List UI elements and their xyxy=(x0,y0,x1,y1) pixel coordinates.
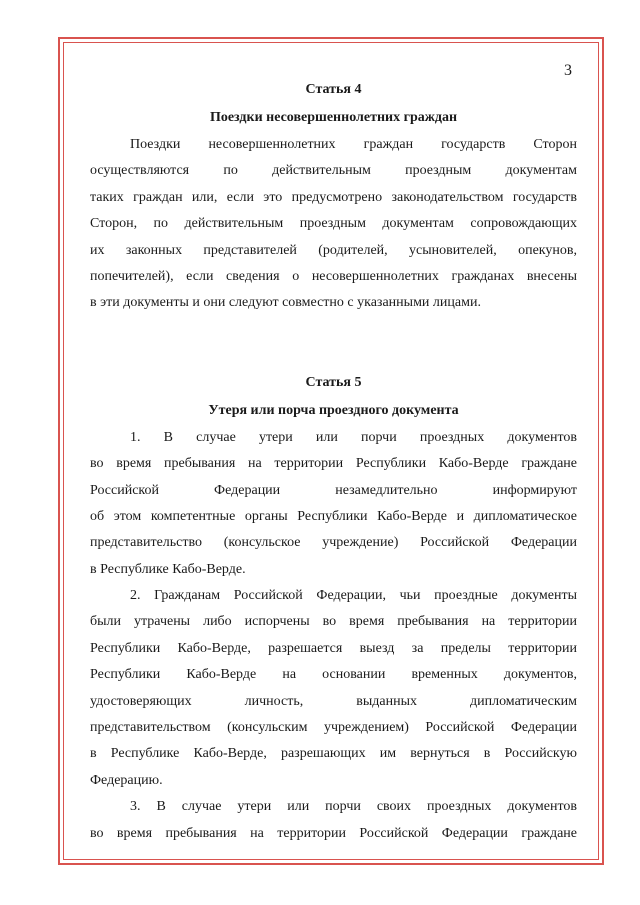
paragraph-line: об этом компетентные органы Республики Кабо-Верде и дипломатическое xyxy=(90,508,577,524)
paragraph-line: Федерацию. xyxy=(90,772,163,788)
document-body xyxy=(90,76,577,847)
section-spacer xyxy=(90,343,577,369)
paragraph-line: в Республике Кабо-Верде. xyxy=(90,561,246,577)
paragraph-line: удостоверяющих личность, выданных дипломатическим xyxy=(90,693,577,709)
paragraph-line: Российской Федерации незамедлительно информируют xyxy=(90,482,577,498)
paragraph-line: во время пребывания на территории Российской Федерации граждане xyxy=(90,825,577,841)
paragraph-line: 1. В случае утери или порчи проездных документов xyxy=(130,429,577,445)
paragraph-line: Поездки несовершеннолетних граждан государств Сторон xyxy=(130,137,577,152)
paragraph-line: 2. Гражданам Российской Федерации, чьи проездные документы xyxy=(130,588,577,604)
article-heading: Утеря или порча проездного документа xyxy=(208,402,459,418)
paragraph-line: во время пребывания на территории Республики Кабо-Верде граждане xyxy=(90,456,577,472)
paragraph-line: 3. В случае утери или порчи своих проездных документов xyxy=(130,799,577,815)
page-number: 3 xyxy=(564,62,572,79)
paragraph-line: были утрачены либо испорчены во время пребывания на территории xyxy=(90,614,577,630)
paragraph-line: осуществляются по действительным проездным документам xyxy=(90,163,577,179)
paragraph-line: Республики Кабо-Верде на основании временных документов, xyxy=(90,667,577,683)
paragraph-line: таких граждан или, если это предусмотрено законодательством государств xyxy=(90,189,577,205)
section-spacer xyxy=(90,317,577,343)
paragraph-line: их законных представителей (родителей, усыновителей, опекунов, xyxy=(90,242,577,258)
paragraph-line: в Республике Кабо-Верде, разрешающих им вернуться в Российскую xyxy=(90,746,577,762)
paragraph-line: представительством (консульским учреждением) Российской Федерации xyxy=(90,720,577,736)
article-4 xyxy=(90,76,577,317)
article-title: Статья 4 xyxy=(305,82,362,97)
article-heading: Поездки несовершеннолетних граждан xyxy=(209,110,458,125)
paragraph-line: представительство (консульское учреждение) Российской Федерации xyxy=(90,535,577,551)
paragraph-line: Сторон, по действительным проездным документам сопровождающих xyxy=(90,216,577,232)
article-5 xyxy=(90,369,577,847)
article-title: Статья 5 xyxy=(305,374,362,390)
paragraph-line: Республики Кабо-Верде, разрешается выезд за пределы территории xyxy=(90,640,577,656)
paragraph-line: попечителей), если сведения о несовершеннолетних гражданах внесены xyxy=(90,268,577,284)
paragraph-line: в эти документы и они следуют совместно с указанными лицами. xyxy=(90,295,481,311)
